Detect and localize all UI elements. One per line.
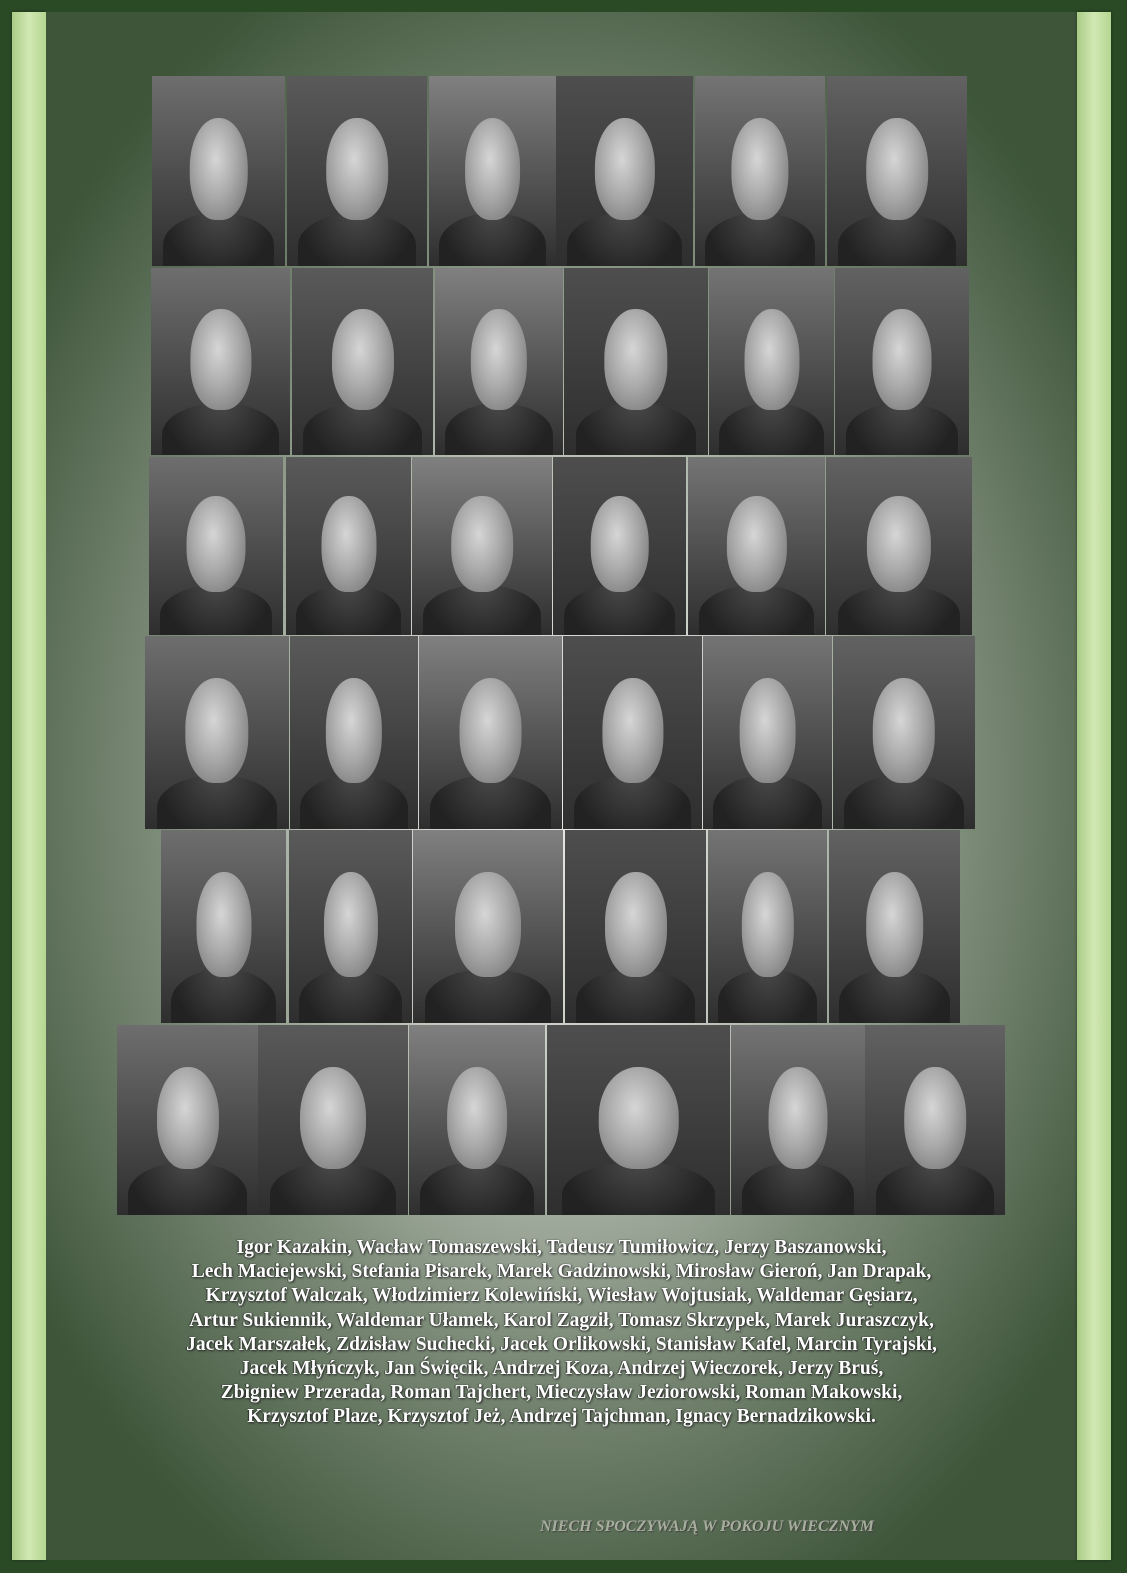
portrait-face [323,872,377,976]
portrait-shoulders [719,403,824,455]
portrait-face [598,1067,679,1170]
portrait-photo [161,830,286,1023]
portrait-photo [292,268,433,455]
portrait-photo [547,1025,730,1215]
portrait-shoulders [713,775,821,829]
portrait-face [741,872,793,976]
portrait-shoulders [562,1162,716,1215]
portrait-face [590,496,649,592]
portrait-face [904,1067,966,1170]
portrait-face [321,496,376,592]
portrait-photo [827,76,967,266]
portrait-shoulders [876,1162,994,1215]
portrait-shoulders [846,403,959,455]
left-decorative-bar [12,12,46,1560]
portrait-photo [835,268,969,455]
portrait-face [731,118,788,221]
names-line: Krzysztof Plaze, Krzysztof Jeż, Andrzej Tajchman, Ignacy Bernadzikowski. [247,1406,876,1428]
names-line: Artur Sukiennik, Waldemar Ułamek, Karol Zagził, Tomasz Skrzypek, Marek Juraszczyk, [189,1309,934,1331]
portrait-photo [286,457,411,635]
portrait-shoulders [300,775,408,829]
portrait-shoulders [699,585,814,635]
portrait-shoulders [839,969,949,1023]
portrait-photo [708,830,827,1023]
portrait-shoulders [567,213,682,266]
portrait-face [867,496,931,592]
portrait-photo [290,636,418,829]
portrait-photo [563,636,702,829]
portrait-shoulders [838,585,961,635]
portrait-face [187,496,246,592]
portrait-photo [553,457,686,635]
portrait-face [594,118,654,221]
portrait-face [873,678,935,782]
portrait-photo [703,636,832,829]
portrait-shoulders [160,585,273,635]
names-line: Krzysztof Walczak, Włodzimierz Kolewiński, Wiesław Wojtusiak, Waldemar Gęsiarz, [205,1285,918,1307]
portrait-face [726,496,786,592]
names-line: Jacek Młyńczyk, Jan Święcik, Andrzej Koza, Andrzej Wieczorek, Jerzy Bruś, [239,1358,884,1380]
portrait-face [471,309,527,410]
portrait-photo [145,636,289,829]
portrait-face [602,678,663,782]
portrait-shoulders [298,213,416,266]
portrait-shoulders [157,775,278,829]
portrait-photo [412,457,552,635]
portrait-photo [258,1025,408,1215]
portrait-face [459,678,522,782]
portrait-shoulders [299,969,402,1023]
portrait-face [866,872,924,976]
portrait-face [300,1067,366,1170]
portrait-photo [865,1025,1005,1215]
portrait-photo [688,457,825,635]
portrait-shoulders [270,1162,396,1215]
portrait-shoulders [564,585,676,635]
names-line: Jacek Marszałek, Zdzisław Suchecki, Jacek Orlikowski, Stanisław Kafel, Marcin Tyrajski, [186,1333,937,1355]
memorial-motto: NIECH SPOCZYWAJĄ W POKOJU WIECZNYM [540,1518,874,1535]
portrait-photo [826,457,972,635]
portrait-shoulders [838,213,956,266]
names-line: Zbigniew Przerada, Roman Tajchert, Mieczysław Jeziorowski, Roman Makowski, [220,1382,903,1404]
portrait-photo [695,76,825,266]
portrait-face [769,1067,828,1170]
portrait-shoulders [128,1162,246,1215]
portrait-face [196,872,251,976]
portrait-face [190,309,251,410]
portrait-photo [419,636,562,829]
portrait-shoulders [163,213,275,266]
portrait-face [744,309,799,410]
portrait-shoulders [430,775,550,829]
portrait-face [866,118,928,221]
portrait-face [451,496,513,592]
portrait-shoulders [296,585,401,635]
portrait-photo [429,76,556,266]
portrait-shoulders [162,403,279,455]
portrait-shoulders [705,213,814,266]
portrait-face [185,678,248,782]
portrait-face [326,118,388,221]
portrait-face [739,678,796,782]
portrait-photo [833,636,975,829]
portrait-photo [556,76,693,266]
portrait-shoulders [742,1162,855,1215]
portrait-face [331,309,393,410]
portrait-photo [117,1025,258,1215]
portrait-shoulders [445,403,553,455]
portrait-photo [151,268,290,455]
portrait-shoulders [423,585,541,635]
portrait-photo [435,268,563,455]
portrait-photo [565,830,706,1023]
right-decorative-bar [1077,12,1111,1560]
portrait-shoulders [718,969,818,1023]
portrait-face [326,678,382,782]
portrait-photo [409,1025,545,1215]
portrait-shoulders [420,1162,534,1215]
portrait-photo [564,268,708,455]
portrait-face [465,118,521,221]
portrait-photo [149,457,283,635]
portrait-face [455,872,521,976]
portrait-face [604,309,667,410]
portrait-shoulders [574,775,691,829]
portrait-shoulders [439,213,546,266]
names-line: Igor Kazakin, Wacław Tomaszewski, Tadeusz Tumiłowicz, Jerzy Baszanowski, [236,1237,887,1258]
portrait-face [873,309,932,410]
portrait-shoulders [576,403,697,455]
portrait-face [189,118,248,221]
portrait-shoulders [425,969,551,1023]
portrait-face [447,1067,507,1170]
portrait-photo [829,830,960,1023]
portrait-shoulders [576,969,694,1023]
portrait-shoulders [171,969,276,1023]
portrait-photo [731,1025,865,1215]
portrait-photo [413,830,563,1023]
portrait-photo [709,268,834,455]
portrait-face [156,1067,218,1170]
portrait-shoulders [844,775,963,829]
portrait-shoulders [303,403,421,455]
names-list [46,1236,1077,1430]
portrait-photo [289,830,412,1023]
portrait-photo [287,76,427,266]
portrait-face [604,872,666,976]
portrait-photo [152,76,285,266]
names-line: Lech Maciejewski, Stefania Pisarek, Marek Gadzinowski, Mirosław Gieroń, Jan Drapak, [191,1261,932,1283]
